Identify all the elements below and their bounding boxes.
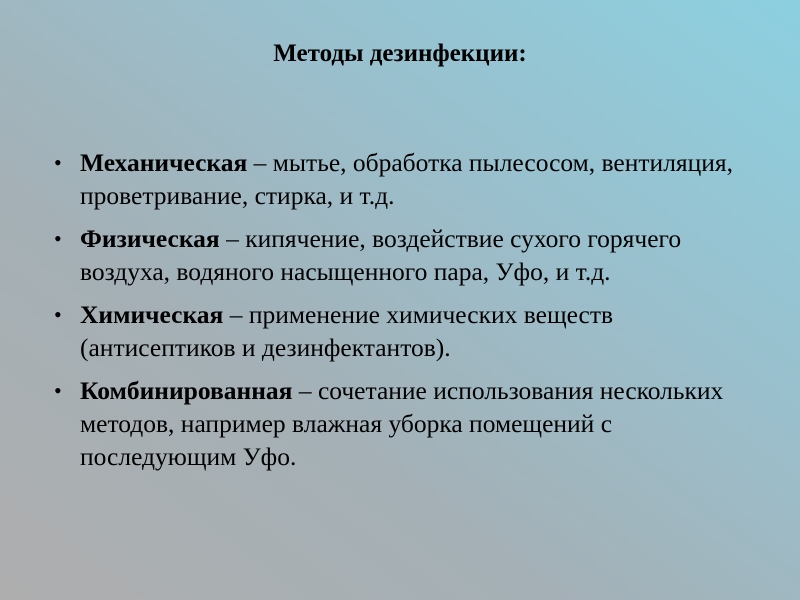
bullet-item-mechanical [48, 146, 768, 212]
bullet-term: Физическая [80, 224, 220, 253]
bullet-term: Механическая [80, 148, 248, 177]
bullet-icon: • [54, 302, 62, 327]
bullet-term: Химическая [80, 300, 224, 329]
bullet-icon: • [54, 226, 62, 251]
bullet-item-physical [48, 222, 768, 288]
slide-title: Методы дезинфекции: [273, 40, 527, 67]
bullet-text: – сочетание использования нескольких методов, например влажная уборка помещений с последующим Уфо. [80, 376, 724, 471]
bullet-icon: • [54, 150, 62, 175]
bullet-text: – кипячение, воздействие сухого горячего воздуха, водяного насыщенного пара, Уфо, и т.д. [80, 224, 682, 286]
bullet-icon: • [54, 378, 62, 403]
bullet-text: – применение химических веществ (антисептиков и дезинфектантов). [80, 300, 614, 362]
bullet-list [48, 146, 768, 483]
bullet-item-chemical [48, 298, 768, 364]
bullet-text: – мытье, обработка пылесосом, вентиляция, проветривание, стирка, и т.д. [80, 148, 734, 210]
bullet-item-combined [48, 374, 768, 473]
bullet-term: Комбинированная [80, 376, 293, 405]
